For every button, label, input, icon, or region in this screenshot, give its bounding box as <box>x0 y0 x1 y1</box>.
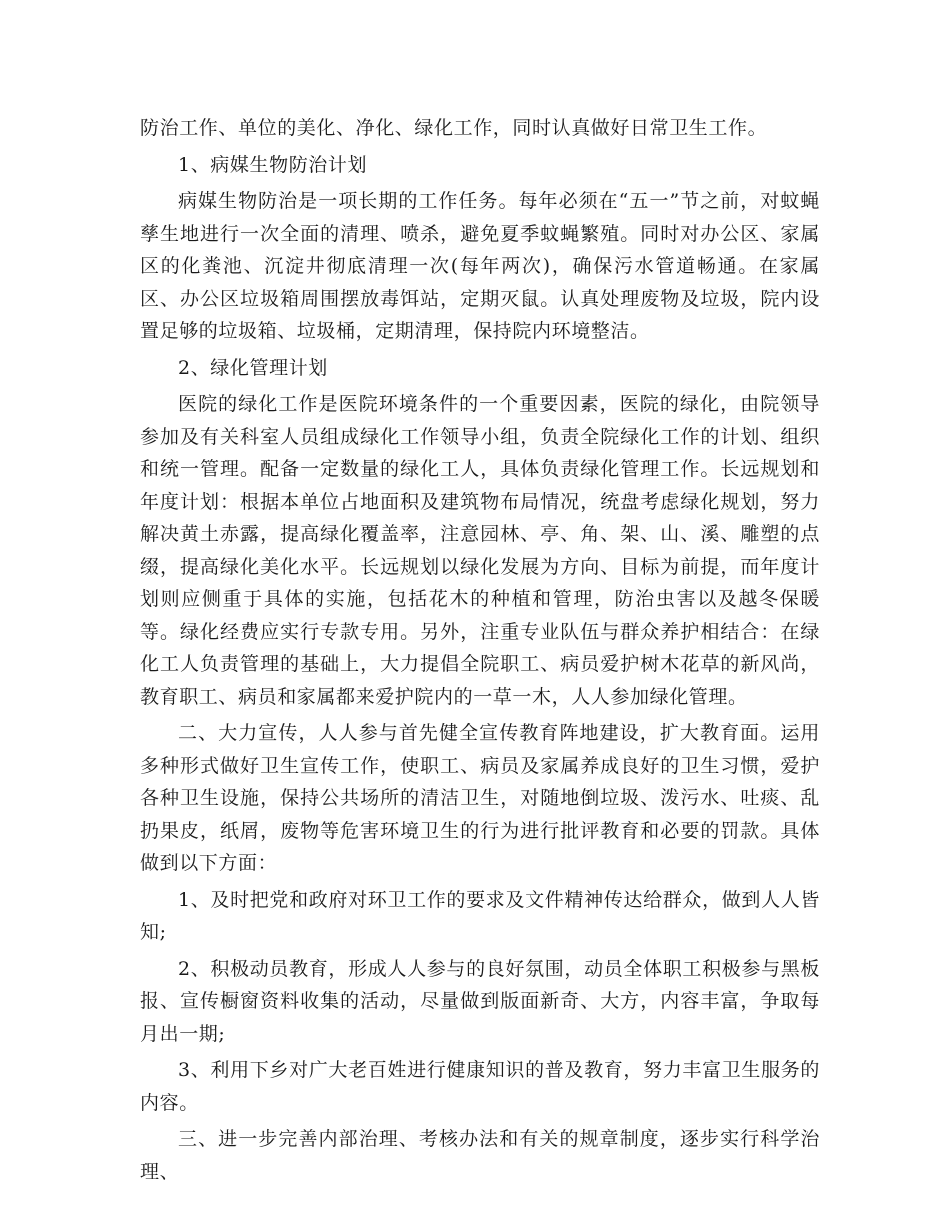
list-item-publicity-2: 2、积极动员教育，形成人人参与的良好氛围，动员全体职工积极参与黑板报、宣传橱窗资料收集的活动，尽量做到版面新奇、大方，内容丰富，争取每月出一期; <box>140 957 820 1045</box>
section-heading-vector-control: 1、病媒生物防治计划 <box>178 153 368 176</box>
paragraph-publicity: 二、大力宣传，人人参与首先健全宣传教育阵地建设，扩大教育面。运用多种形式做好卫生宣传工作，使职工、病员及家属养成良好的卫生习惯，爱护各种卫生设施，保持公共场所的清洁卫生，对随地倒垃圾、泼污水、吐痰、乱扔果皮，纸屑，废物等危害环境卫生的行为进行批评教育和必要的罚款。具体做到以下方面： <box>140 722 820 874</box>
list-item-publicity-3: 3、利用下乡对广大老百姓进行健康知识的普及教育，努力丰富卫生服务的内容。 <box>140 1059 820 1114</box>
section-heading-greening: 2、绿化管理计划 <box>178 356 328 379</box>
paragraph-vector-control: 病媒生物防治是一项长期的工作任务。每年必须在“五一”节之前，对蚊蝇孳生地进行一次全面的清理、喷杀，避免夏季蚊蝇繁殖。同时对办公区、家属区的化粪池、沉淀井彻底清理一次(每年两次)，确保污水管道畅通。在家属区、办公区垃圾箱周围摆放毒饵站，定期灭鼠。认真处理废物及垃圾，院内设置足够的垃圾箱、垃圾桶，定期清理，保持院内环境整洁。 <box>140 190 820 342</box>
paragraph-greening: 医院的绿化工作是医院环境条件的一个重要因素，医院的绿化，由院领导参加及有关科室人员组成绿化工作领导小组，负责全院绿化工作的计划、组织和统一管理。配备一定数量的绿化工人，具体负责绿化管理工作。长远规划和年度计划：根据本单位占地面积及建筑物布局情况，统盘考虑绿化规划，努力解决黄土赤露，提高绿化覆盖率，注意园林、亭、角、架、山、溪、雕塑的点缀，提高绿化美化水平。长远规划以绿化发展为方向、目标为前提，而年度计划则应侧重于具体的实施，包括花木的种植和管理，防治虫害以及越冬保暖等。绿化经费应实行专款专用。另外，注重专业队伍与群众养护相结合：在绿化工人负责管理的基础上，大力提倡全院职工、病员爱护树木花草的新风尚，教育职工、病员和家属都来爱护院内的一草一木，人人参加绿化管理。 <box>140 393 820 708</box>
document-page <box>140 112 820 1192</box>
list-item-publicity-1: 1、及时把党和政府对环卫工作的要求及文件精神传达给群众，做到人人皆知; <box>140 888 820 943</box>
paragraph-continuation: 防治工作、单位的美化、净化、绿化工作，同时认真做好日常卫生工作。 <box>140 117 768 139</box>
paragraph-management: 三、进一步完善内部治理、考核办法和有关的规章制度，逐步实行科学治理、 <box>140 1128 820 1183</box>
